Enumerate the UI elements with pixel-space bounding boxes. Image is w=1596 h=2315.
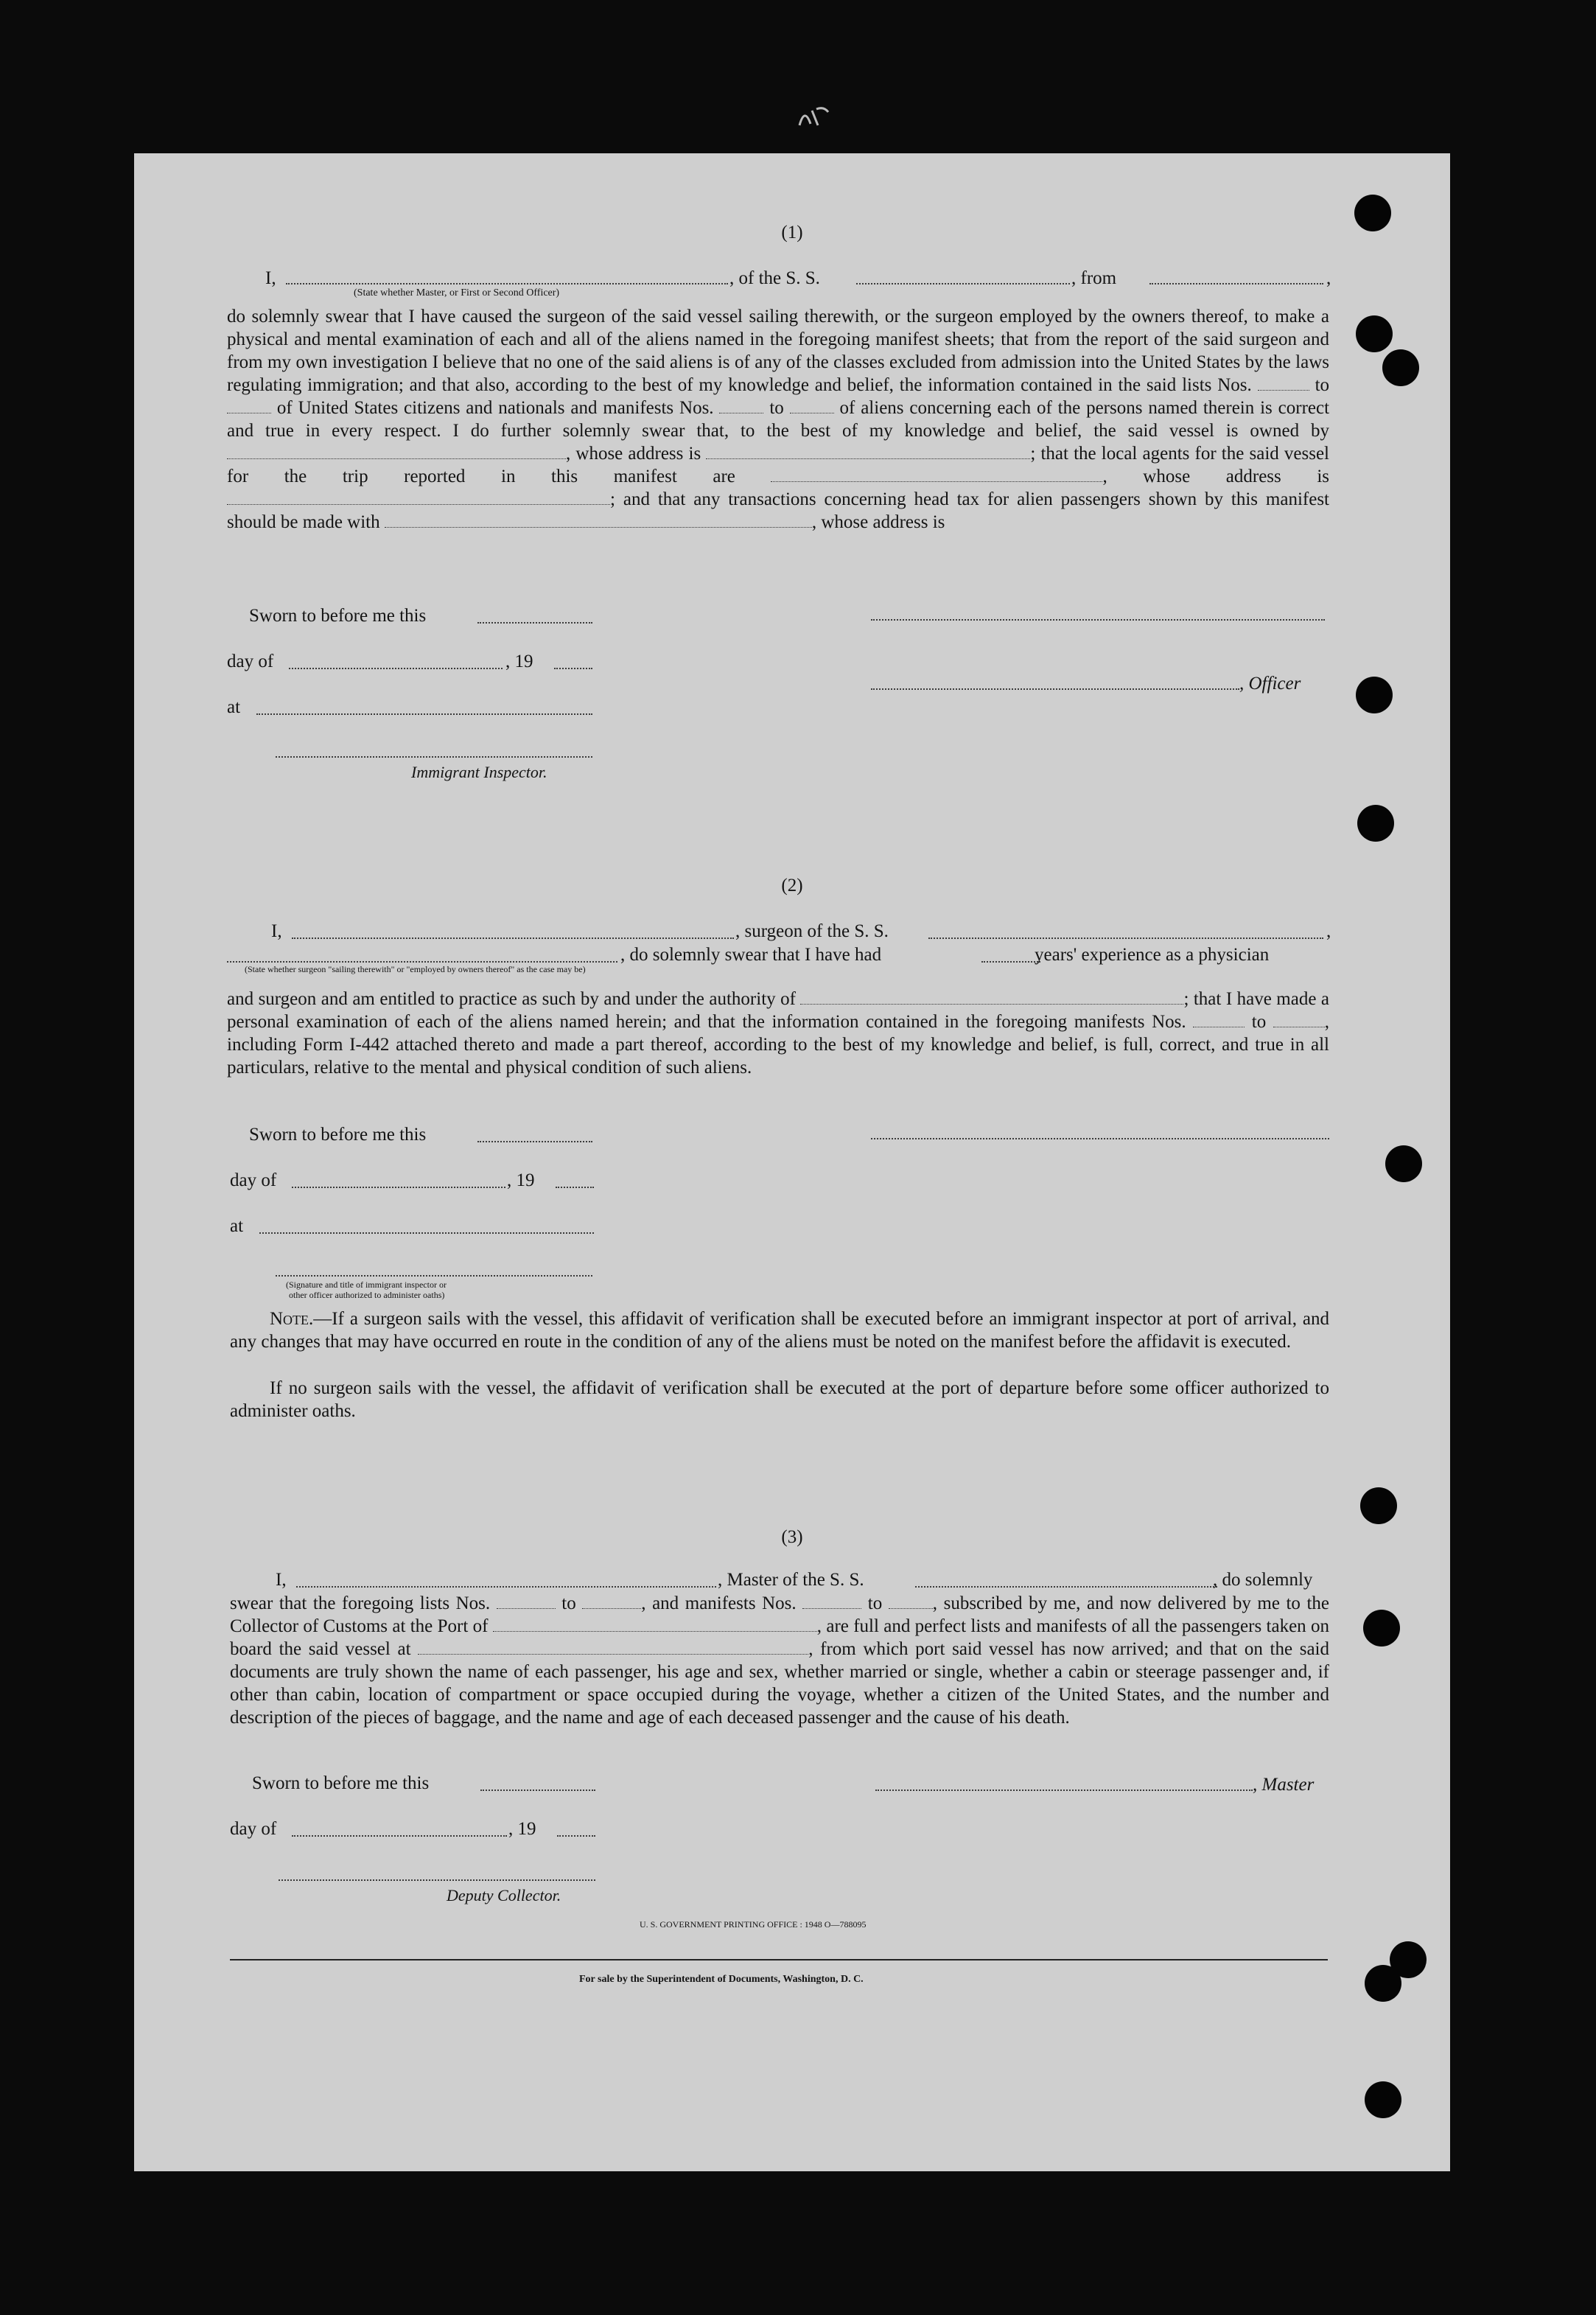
s3-port-field[interactable] xyxy=(493,1618,817,1632)
s3-collector-signature-line[interactable] xyxy=(279,1879,595,1881)
s1-officer-name-field[interactable] xyxy=(286,283,728,284)
s3-manifests-from-field[interactable] xyxy=(802,1595,861,1609)
s3-sworn-date-field[interactable] xyxy=(480,1790,595,1791)
punch-hole xyxy=(1360,1487,1397,1524)
s2-sworn-date-field[interactable] xyxy=(477,1141,592,1142)
s1-from-label: , from xyxy=(1071,268,1117,288)
s1-i-label: I, xyxy=(265,268,276,288)
s3-lists-from-field[interactable] xyxy=(497,1595,556,1609)
scan-mark-icon xyxy=(796,103,833,133)
s2-sworn-label: Sworn to before me this xyxy=(249,1125,427,1145)
s1-signature-line[interactable] xyxy=(871,619,1325,621)
s2-surgeon-hint: (State whether surgeon "sailing therewith" or "employed by owners thereof" as the case may be) xyxy=(245,964,586,974)
s1-officer-label: , Officer xyxy=(1239,674,1301,694)
s1-at-field[interactable] xyxy=(256,713,592,715)
s1-vessel-field[interactable] xyxy=(856,283,1070,284)
s1-day-of-label: day of xyxy=(227,652,274,671)
punch-hole xyxy=(1356,677,1393,713)
s1-owner-field[interactable] xyxy=(227,445,566,459)
s1-day-field[interactable] xyxy=(289,668,503,669)
s3-lists-to-field[interactable] xyxy=(582,1595,641,1609)
s1-inspector-signature-line[interactable] xyxy=(276,756,592,758)
s1-agents-field[interactable] xyxy=(771,468,1102,482)
s3-master-label: , Master of the S. S. xyxy=(718,1570,864,1590)
s1-sworn-date-field[interactable] xyxy=(477,622,592,624)
s2-i-label: I, xyxy=(271,921,282,941)
section-1-number: (1) xyxy=(781,223,803,242)
s3-solemnly-label: , do solemnly xyxy=(1213,1570,1313,1590)
s3-year-label: , 19 xyxy=(508,1819,536,1839)
sale-notice: For sale by the Superintendent of Documents, Washington, D. C. xyxy=(579,1974,864,1985)
s2-surgeon-type-field[interactable] xyxy=(227,961,617,963)
s2-note-paragraph: Note.—If a surgeon sails with the vessel, this affidavit of verification shall be executed before an immigrant inspector at port of arrival, and any changes that may have occurred en route in the condition of any of the aliens must be noted on the manifest before the affidavit is executed. xyxy=(230,1309,1329,1352)
s2-day-of-label: day of xyxy=(230,1170,277,1190)
s3-master-signature-line[interactable] xyxy=(875,1790,1253,1791)
s3-boarding-port-field[interactable] xyxy=(418,1641,808,1655)
s1-officer-hint: (State whether Master, or First or Second Officer) xyxy=(354,287,560,298)
s2-sig-hint-2: other officer authorized to administer oaths) xyxy=(289,1290,445,1300)
punch-hole xyxy=(1356,315,1393,352)
s2-years-label: years' experience as a physician xyxy=(1035,945,1270,965)
s2-surgeon-name-field[interactable] xyxy=(292,937,734,939)
s2-note-2-paragraph: If no surgeon sails with the vessel, the affidavit of verification shall be executed at the port of departure before some officer authorized to administer oaths. xyxy=(230,1378,1329,1421)
s1-year-label: , 19 xyxy=(505,652,533,671)
s3-sworn-label: Sworn to before me this xyxy=(252,1773,430,1793)
s1-manifests-from-field[interactable] xyxy=(719,399,763,413)
s2-at-field[interactable] xyxy=(259,1232,594,1234)
s3-vessel-field[interactable] xyxy=(915,1586,1217,1588)
s1-agents-address-field[interactable] xyxy=(227,491,610,505)
s2-day-field[interactable] xyxy=(292,1187,505,1188)
gpo-imprint: U. S. GOVERNMENT PRINTING OFFICE : 1948 O—788095 xyxy=(640,1919,867,1930)
punch-hole xyxy=(1385,1145,1422,1182)
section-3-number: (3) xyxy=(781,1527,803,1547)
s2-year-label: , 19 xyxy=(507,1170,535,1190)
s3-master-name-field[interactable] xyxy=(296,1586,716,1588)
s1-officer-signature-line[interactable] xyxy=(871,688,1239,690)
s3-i-label: I, xyxy=(276,1570,287,1590)
s2-sig-hint-1: (Signature and title of immigrant inspector or xyxy=(286,1279,447,1290)
s2-manifests-from-field[interactable] xyxy=(1193,1013,1245,1027)
s1-of-ss-label: , of the S. S. xyxy=(729,268,820,288)
s2-signature-line[interactable] xyxy=(871,1138,1329,1139)
s2-years-field[interactable] xyxy=(981,961,1040,963)
s1-year-field[interactable] xyxy=(554,668,592,669)
s1-owner-address-field[interactable] xyxy=(706,445,1030,459)
s1-comma: , xyxy=(1326,268,1331,288)
s1-inspector-label: Immigrant Inspector. xyxy=(411,763,547,781)
s2-comma: , xyxy=(1326,921,1331,941)
s2-authority-field[interactable] xyxy=(800,991,1183,1005)
s3-day-of-label: day of xyxy=(230,1819,277,1839)
s2-at-label: at xyxy=(230,1216,244,1236)
s1-headtax-field[interactable] xyxy=(385,514,812,528)
s1-affidavit-body: do solemnly swear that I have caused the surgeon of the said vessel sailing therewith, or the surgeon employed by the owners thereof, to make a physical and mental examination of each and all of the aliens named in the foregoing manifest sheets; that from the report of the said surgeon and from my own investigation I believe that no one of the said aliens is of any of the classes excluded from admission into the United States by the laws regulating immigration; and that also, according to the best of my knowledge and belief, the information contained in the said lists Nos. to of United States citizens and nationals and manifests Nos. to of aliens concerning each of the persons named therein is correct and true in every respect. I do further solemnly swear that, to the best of my knowledge and belief, the said vessel is owned by , whose address is ; that the local agents for the said vessel for the trip reported in this manifest are , whose address is ; and that any transactions concerning head tax for alien passengers shown by this manifest should be made with , whose address is xyxy=(227,307,1330,532)
s3-manifests-to-field[interactable] xyxy=(889,1595,933,1609)
s3-collector-label: Deputy Collector. xyxy=(447,1886,561,1904)
s1-lists-to-field[interactable] xyxy=(227,399,271,413)
punch-hole xyxy=(1357,805,1394,842)
punch-hole xyxy=(1382,349,1419,386)
s1-at-label: at xyxy=(227,697,241,717)
s2-swear-label: , do solemnly swear that I have had xyxy=(620,945,882,965)
section-2-number: (2) xyxy=(781,876,803,895)
s2-inspector-signature-line[interactable] xyxy=(276,1275,592,1277)
punch-hole xyxy=(1365,2081,1401,2118)
footer-rule xyxy=(230,1959,1328,1960)
s3-master-title: , Master xyxy=(1253,1775,1315,1795)
s2-year-field[interactable] xyxy=(556,1187,594,1188)
s1-sworn-label: Sworn to before me this xyxy=(249,606,427,626)
s1-manifests-to-field[interactable] xyxy=(790,399,834,413)
manifest-sheet xyxy=(134,153,1450,2171)
punch-hole xyxy=(1365,1965,1401,2002)
s3-day-field[interactable] xyxy=(292,1835,507,1837)
s2-vessel-field[interactable] xyxy=(928,937,1323,939)
s2-manifests-to-field[interactable] xyxy=(1273,1013,1325,1027)
s3-affidavit-body: swear that the foregoing lists Nos. to , and manifests Nos. to , subscribed by me, and now delivered by me to the Collector of Customs at the Port of , are full and perfect lists and manifests of all the passengers taken on board the said vessel at , from which port said vessel has now arrived; and that on the said documents are truly shown the name of each passenger, his age and sex, whether married or single, whether a cabin or steerage passenger and, if other than cabin, location of compartment or space occupied during the voyage, whether a citizen of the United States, and the number and description of the pieces of baggage, and the name and age of each deceased passenger and the cause of his death. xyxy=(230,1593,1330,1728)
s2-surgeon-label: , surgeon of the S. S. xyxy=(735,921,889,941)
punch-hole xyxy=(1363,1610,1400,1647)
s1-lists-from-field[interactable] xyxy=(1258,377,1309,391)
s3-year-field[interactable] xyxy=(557,1835,595,1837)
s2-affidavit-body: and surgeon and am entitled to practice as such by and under the authority of ; that I have made a personal examination of each of the aliens named herein; and that the information contained in the foregoing manifests Nos. to , including Form I-442 attached thereto and made a part thereof, according to the best of my knowledge and belief, is full, correct, and true in all particulars, relative to the mental and physical condition of such aliens. xyxy=(227,989,1330,1078)
s1-from-field[interactable] xyxy=(1149,283,1323,284)
